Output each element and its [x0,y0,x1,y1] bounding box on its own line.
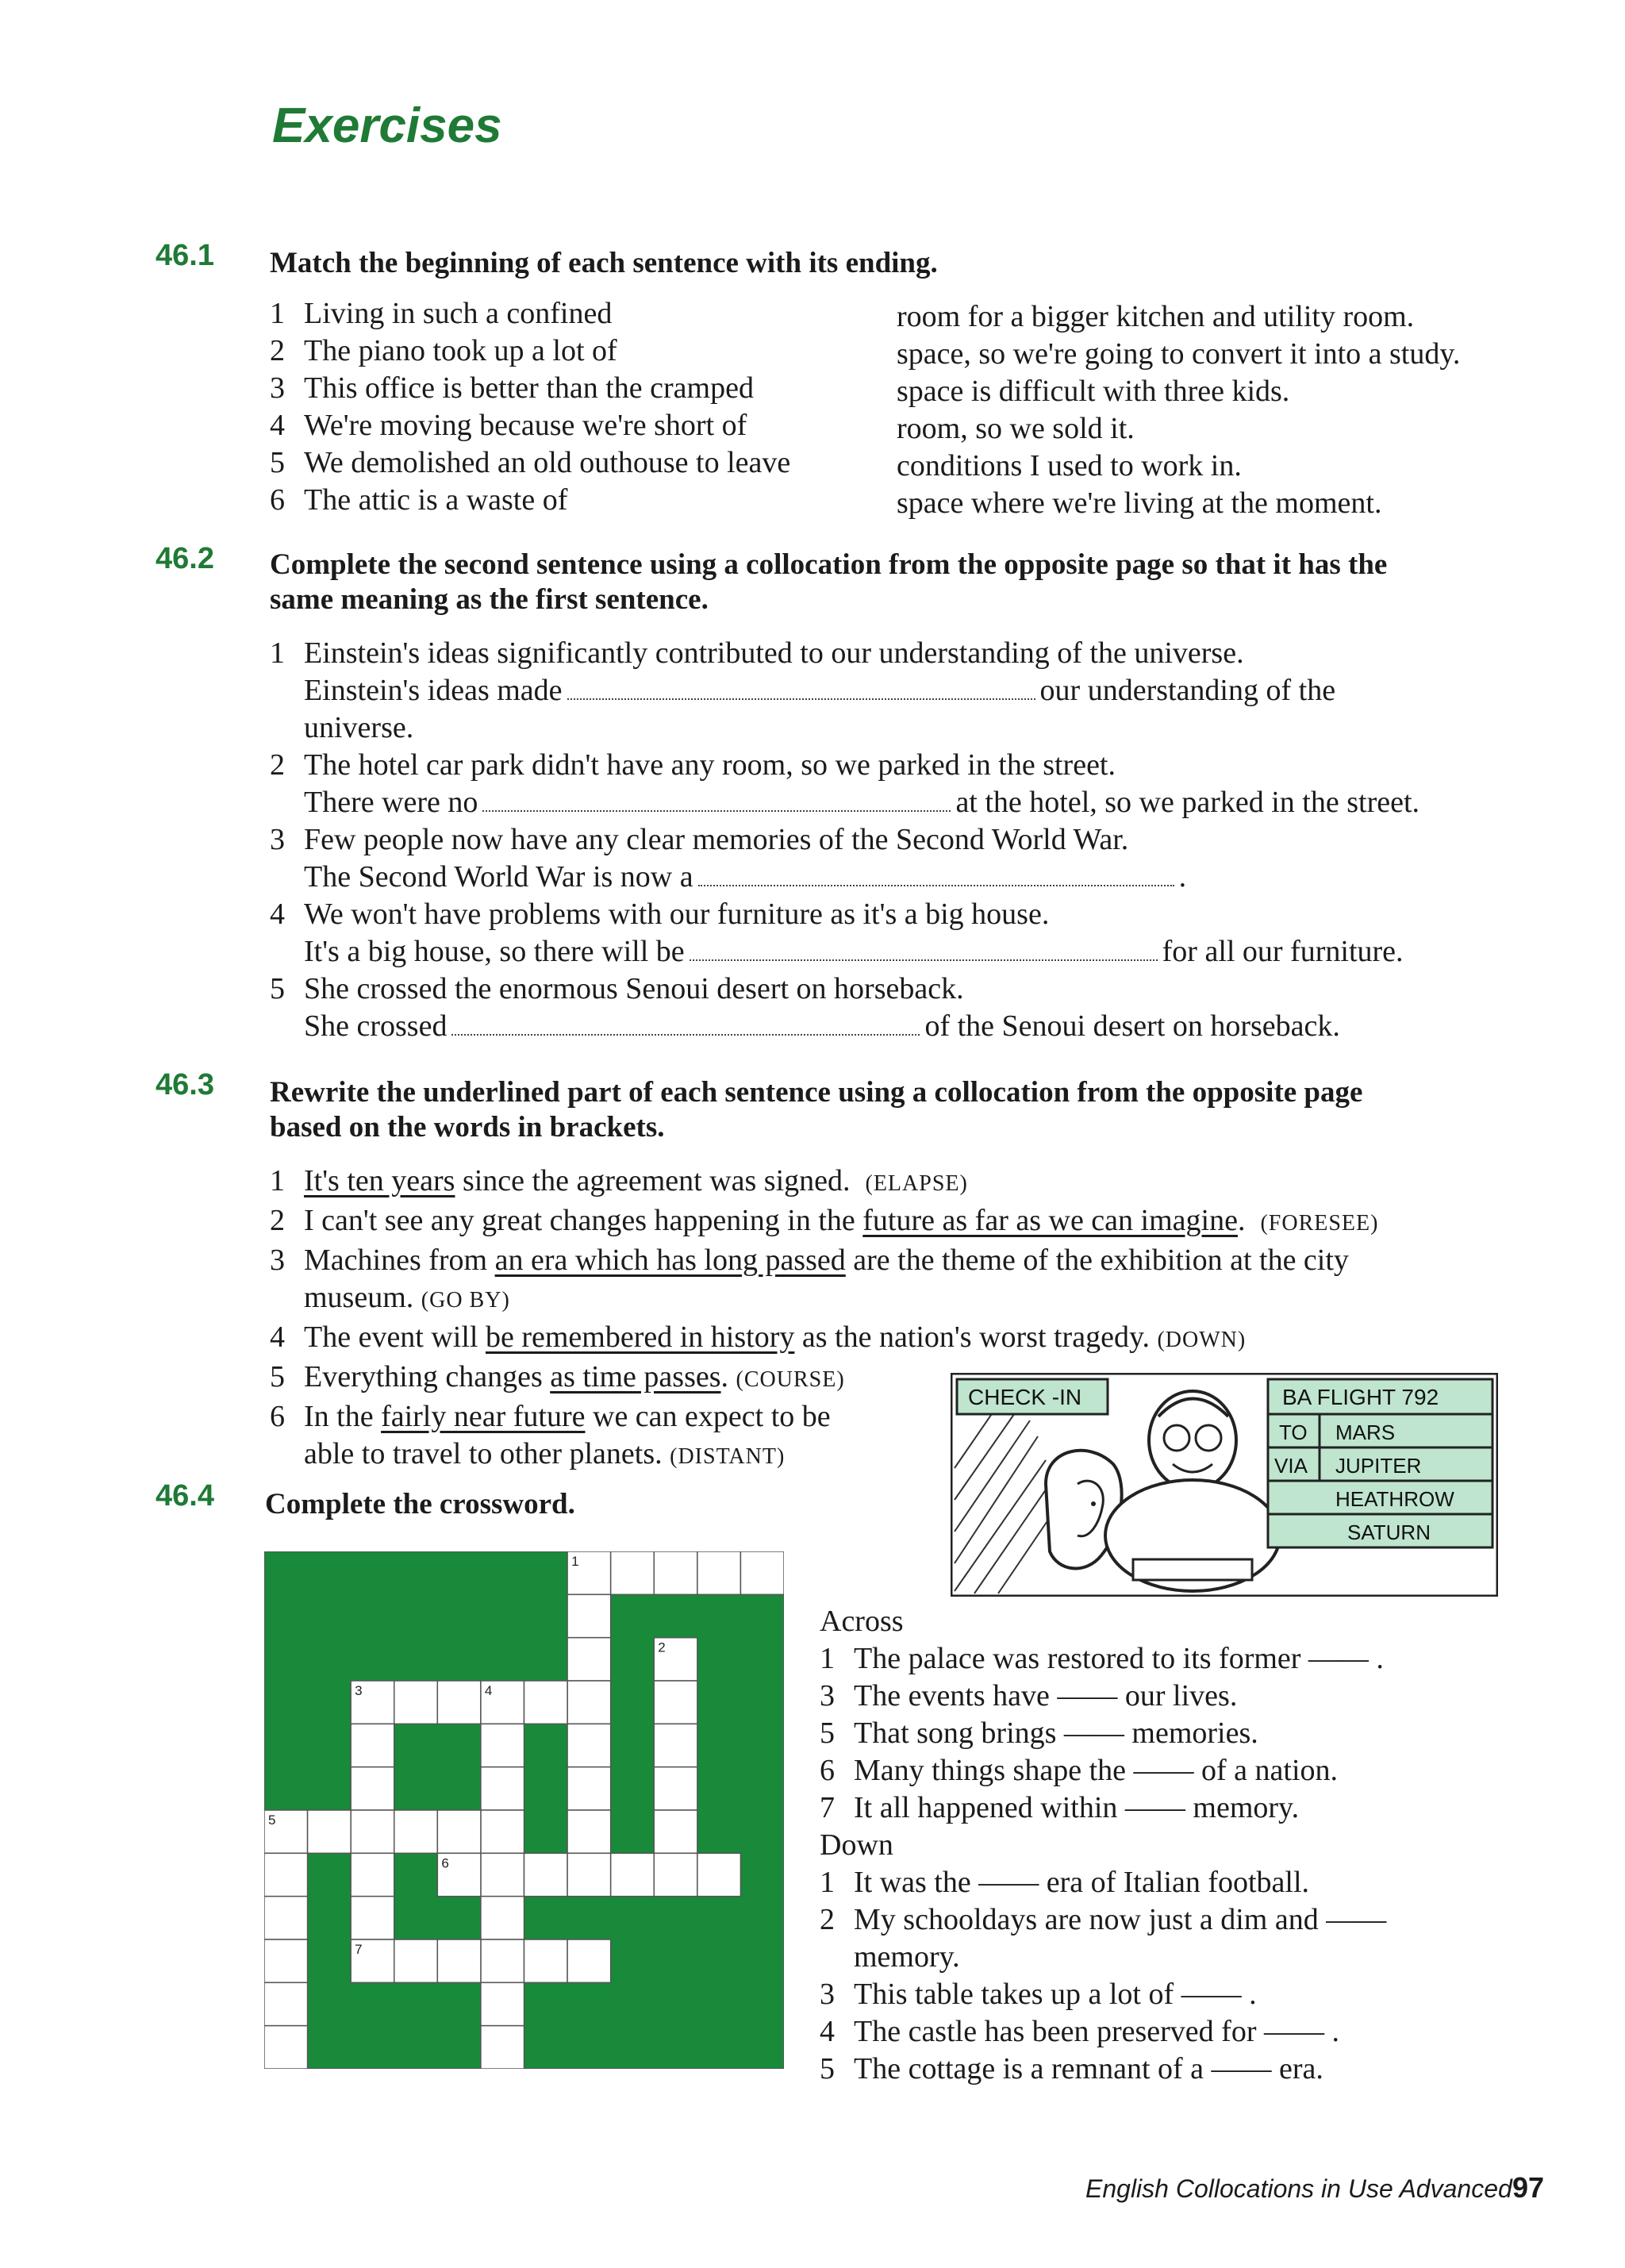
list-item: There were no at the hotel, so we parked in the street. [304,786,1420,819]
clue-across: 7 It all happened within —— memory. [820,1791,1300,1824]
list-item: The Second World War is now a . [304,860,1187,894]
list-item: 1 Einstein's ideas significantly contributed to our understanding of the universe. [270,636,1244,670]
crossword-cell[interactable] [437,1810,481,1853]
crossword-cell[interactable] [437,1939,481,1982]
list-item: 2 The hotel car park didn't have any room, so we parked in the street. [270,748,1116,782]
list-item: conditions I used to work in. [897,449,1242,482]
crossword-cell[interactable] [394,1681,438,1724]
crossword-cell[interactable] [351,1853,394,1896]
list-item: 1 It's ten years since the agreement was signed. (ELAPSE) [270,1164,968,1197]
list-item: 5 We demolished an old outhouse to leave [270,446,791,479]
list-item: 4 We won't have problems with our furniture as it's a big house. [270,898,1050,931]
list-item: space is difficult with three kids. [897,375,1290,408]
crossword-cell[interactable] [654,1810,697,1853]
list-item: museum. (GO BY) [304,1281,510,1314]
page-title: Exercises [272,98,502,153]
page-number: 97 [1512,2171,1545,2204]
crossword-cell[interactable] [481,1810,524,1853]
crossword-cell[interactable] [481,1939,524,1982]
crossword-cell[interactable] [524,1853,568,1896]
list-item: 3 This office is better than the cramped [270,371,754,405]
exercise-instruction: Complete the crossword. [265,1488,575,1520]
crossword-cell[interactable] [351,1810,394,1853]
crossword-cell[interactable] [654,1551,697,1594]
crossword-cell[interactable] [567,1810,611,1853]
crossword-number: 7 [355,1942,363,1957]
crossword-cell[interactable] [394,1810,438,1853]
svg-text:JUPITER: JUPITER [1335,1454,1422,1478]
svg-text:HEATHROW: HEATHROW [1335,1487,1454,1511]
exercise-number-46-2: 46.2 [156,542,214,575]
crossword-cell[interactable] [264,2026,308,2069]
list-item: She crossed of the Senoui desert on horseback. [304,1009,1340,1043]
clue-across: 1 The palace was restored to its former —— . [820,1642,1384,1675]
list-item: 3 Few people now have any clear memories of the Second World War. [270,823,1129,856]
svg-text:SATURN: SATURN [1347,1520,1431,1544]
list-item: Einstein's ideas made our understanding of the [304,674,1336,707]
crossword-cell[interactable] [697,1551,741,1594]
crossword-cell[interactable] [567,1724,611,1766]
across-heading: Across [820,1605,904,1638]
crossword-cell[interactable] [611,1853,655,1896]
crossword-cell[interactable] [567,1594,611,1637]
exercise-instruction: Rewrite the underlined part of each sentence using a collocation from the opposite page based on the words in brackets. [270,1076,1363,1144]
crossword-cell[interactable] [264,1939,308,1982]
list-item: room for a bigger kitchen and utility room. [897,300,1415,333]
clue-across: 6 Many things shape the —— of a nation. [820,1754,1339,1787]
list-item: It's a big house, so there will be for all our furniture. [304,935,1404,968]
clue-down: 2 My schooldays are now just a dim and —— [820,1903,1387,1936]
list-item: universe. [304,711,414,744]
crossword-cell[interactable] [524,1939,568,1982]
list-item: 1 Living in such a confined [270,297,613,330]
svg-text:VIA: VIA [1274,1454,1308,1478]
crossword-cell[interactable] [567,1853,611,1896]
crossword-grid [264,1551,784,2069]
crossword-cell[interactable] [740,1551,784,1594]
list-item: 4 The event will be remembered in history as the nation's worst tragedy. (DOWN) [270,1320,1247,1354]
crossword-number: 1 [571,1554,579,1569]
list-item: 5 Everything changes as time passes. (COURSE) [270,1360,845,1393]
list-item: 6 The attic is a waste of [270,483,568,517]
crossword-cell[interactable] [481,2026,524,2069]
crossword-cell[interactable] [567,1638,611,1681]
list-item: space, so we're going to convert it into a study. [897,337,1461,371]
checkin-text: CHECK -IN [968,1385,1082,1409]
crossword-cell[interactable] [308,1810,352,1853]
crossword-cell[interactable] [654,1724,697,1766]
crossword-cell[interactable] [654,1681,697,1724]
crossword-cell[interactable] [481,1853,524,1896]
clue-down: memory. [854,1940,960,1974]
crossword-number: 5 [268,1812,276,1828]
crossword-cell[interactable] [394,1939,438,1982]
crossword-cell[interactable] [481,1982,524,2025]
match-beginnings-list [270,295,790,519]
exercise-number-46-4: 46.4 [156,1479,214,1513]
answer-blank[interactable] [482,805,951,812]
clue-across: 5 That song brings —— memories. [820,1716,1258,1750]
list-item: 5 She crossed the enormous Senoui desert on horseback. [270,972,964,1005]
clue-across: 3 The events have —— our lives. [820,1679,1238,1713]
crossword-number: 4 [484,1683,493,1698]
crossword-cell[interactable] [351,1897,394,1939]
exercise-number-46-1: 46.1 [156,239,214,272]
crossword-cell[interactable] [351,1767,394,1810]
flight-number: BA FLIGHT 792 [1282,1385,1439,1409]
list-item: 2 The piano took up a lot of [270,334,617,367]
clue-down: 3 This table takes up a lot of —— . [820,1978,1257,2011]
list-item: 2 I can't see any great changes happening in the future as far as we can imagine. (FORESEE) [270,1204,1379,1237]
down-heading: Down [820,1828,893,1862]
crossword-cell[interactable] [481,1767,524,1810]
clue-down: 5 The cottage is a remnant of a —— era. [820,2052,1323,2085]
astronaut-checkin-cartoon [951,1373,1498,1597]
exercise-instruction: Match the beginning of each sentence with its ending. [270,247,938,279]
crossword-number: 6 [441,1855,449,1871]
crossword-cell[interactable] [264,1982,308,2025]
crossword-number: 3 [355,1683,363,1698]
answer-blank[interactable] [698,880,1174,886]
crossword-cell[interactable] [437,1681,481,1724]
crossword-cell[interactable] [567,1767,611,1810]
list-item: 4 We're moving because we're short of [270,409,747,442]
list-item: 3 Machines from an era which has long passed are the theme of the exhibition at the city [270,1244,1349,1277]
svg-text:MARS: MARS [1335,1420,1396,1444]
list-item: able to travel to other planets. (DISTANT) [304,1437,786,1470]
list-item: 6 In the fairly near future we can expect to be [270,1400,831,1433]
answer-blank[interactable] [567,694,1035,700]
crossword-cell[interactable] [351,1724,394,1766]
agent-face [1149,1391,1236,1490]
crossword-cell[interactable] [567,1939,611,1982]
flight-board [1268,1379,1492,1547]
crossword-cell[interactable] [264,1897,308,1939]
book-title-footer: English Collocations in Use Advanced [1085,2174,1512,2203]
crossword-cell[interactable] [264,1853,308,1896]
crossword-clues [820,1603,1386,2088]
clue-down: 1 It was the —— era of Italian football. [820,1866,1310,1899]
clue-down: 4 The castle has been preserved for —— . [820,2015,1339,2048]
crossword-cell[interactable] [524,1681,568,1724]
crossword-cell[interactable] [697,1853,741,1896]
list-item: space where we're living at the moment. [897,486,1382,520]
crossword-cell[interactable] [567,1681,611,1724]
answer-blank[interactable] [451,1029,920,1036]
crossword-cell[interactable] [481,1724,524,1766]
svg-text:TO: TO [1279,1420,1308,1444]
match-endings-list [897,298,1460,522]
crossword-cell[interactable] [654,1853,697,1896]
crossword-cell[interactable] [654,1767,697,1810]
answer-blank[interactable] [690,955,1158,961]
list-item: room, so we sold it. [897,412,1135,445]
crossword-number: 2 [658,1639,666,1655]
crossword-cell[interactable] [611,1551,655,1594]
exercise-instruction: Complete the second sentence using a collocation from the opposite page so that it has the same meaning as the first sentence. [270,548,1388,616]
crossword-cell[interactable] [481,1897,524,1939]
exercise-number-46-3: 46.3 [156,1068,214,1101]
sentence-transform-list [270,635,1419,1045]
